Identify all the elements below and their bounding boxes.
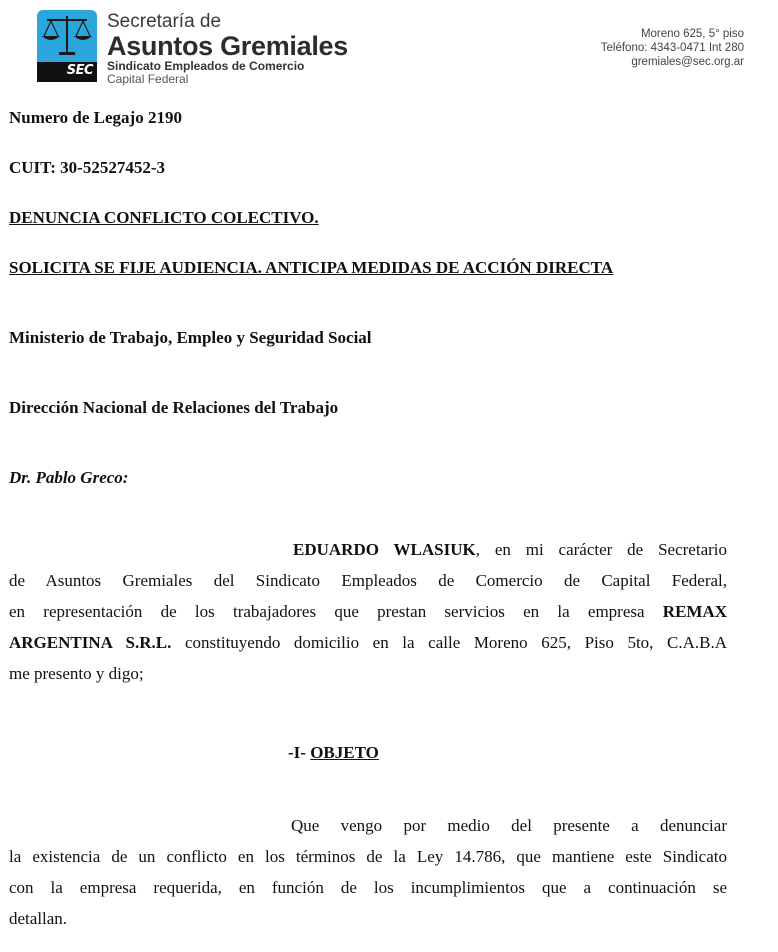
sec-logo: [37, 10, 97, 82]
objeto-line-2: la existencia de un conflicto en los términos de la Ley 14.786, que mantiene este Sindicato: [9, 847, 727, 866]
brand-line-4: Capital Federal: [107, 72, 189, 86]
objeto-paragraph: [9, 810, 727, 934]
logo-scales-panel: [37, 10, 97, 62]
intro-line-5: me presento y digo;: [9, 664, 144, 683]
intro-line-4-rest: constituyendo domicilio en la calle Moreno 625, Piso 5to, C.A.B.A: [171, 633, 727, 652]
denuncia-title: DENUNCIA CONFLICTO COLECTIVO.: [9, 208, 319, 227]
direccion-line: Dirección Nacional de Relaciones del Trabajo: [9, 398, 339, 417]
solicita-title: SOLICITA SE FIJE AUDIENCIA. ANTICIPA MEDIDAS DE ACCIÓN DIRECTA: [9, 258, 614, 277]
brand-line-3: Sindicato Empleados de Comercio: [107, 59, 305, 73]
letterhead-brand: [107, 12, 348, 86]
intro-line-2: de Asuntos Gremiales del Sindicato Empleados de Comercio de Capital Federal,: [9, 571, 727, 590]
scales-of-justice-icon: [37, 10, 97, 62]
intro-line-3: [9, 596, 727, 627]
brand-line-1: Secretaría de: [107, 11, 222, 32]
ministerio-line: Ministerio de Trabajo, Empleo y Seguridad Social: [9, 328, 372, 347]
company-name-b: ARGENTINA S.R.L.: [9, 633, 172, 652]
brand-line-2: Asuntos Gremiales: [107, 31, 348, 61]
objeto-line-4: detallan.: [9, 909, 68, 928]
section-title: OBJETO: [310, 743, 379, 762]
intro-line-1-rest: , en mi carácter de Secretario: [475, 540, 728, 559]
intro-line-4: [9, 627, 727, 658]
contact-email[interactable]: gremiales@sec.org.ar: [631, 56, 744, 68]
objeto-line-3: con la empresa requerida, en función de los incumplimientos que a continuación se: [9, 878, 727, 897]
intro-paragraph: [9, 534, 727, 689]
contact-phone: Teléfono: 4343-0471 Int 280: [600, 42, 744, 54]
contact-address: Moreno 625, 5° piso: [640, 28, 744, 40]
section-prefix: -I-: [288, 743, 311, 762]
legajo-number: Numero de Legajo 2190: [9, 108, 182, 127]
destinatario-line: Dr. Pablo Greco:: [9, 468, 129, 487]
intro-line-1: [9, 534, 727, 565]
cuit-number: CUIT: 30-52527452-3: [9, 158, 165, 177]
objeto-line-1: Que vengo por medio del presente a denunciar: [291, 816, 727, 835]
company-name-a: REMAX: [662, 602, 728, 621]
section-heading: [288, 743, 379, 763]
logo-sec-text: SEC: [66, 63, 93, 78]
signatory-name: EDUARDO WLASIUK: [293, 540, 476, 559]
letterhead-contact: [601, 27, 744, 69]
intro-line-3-text: en representación de los trabajadores que prestan servicios en la empresa: [9, 602, 645, 621]
